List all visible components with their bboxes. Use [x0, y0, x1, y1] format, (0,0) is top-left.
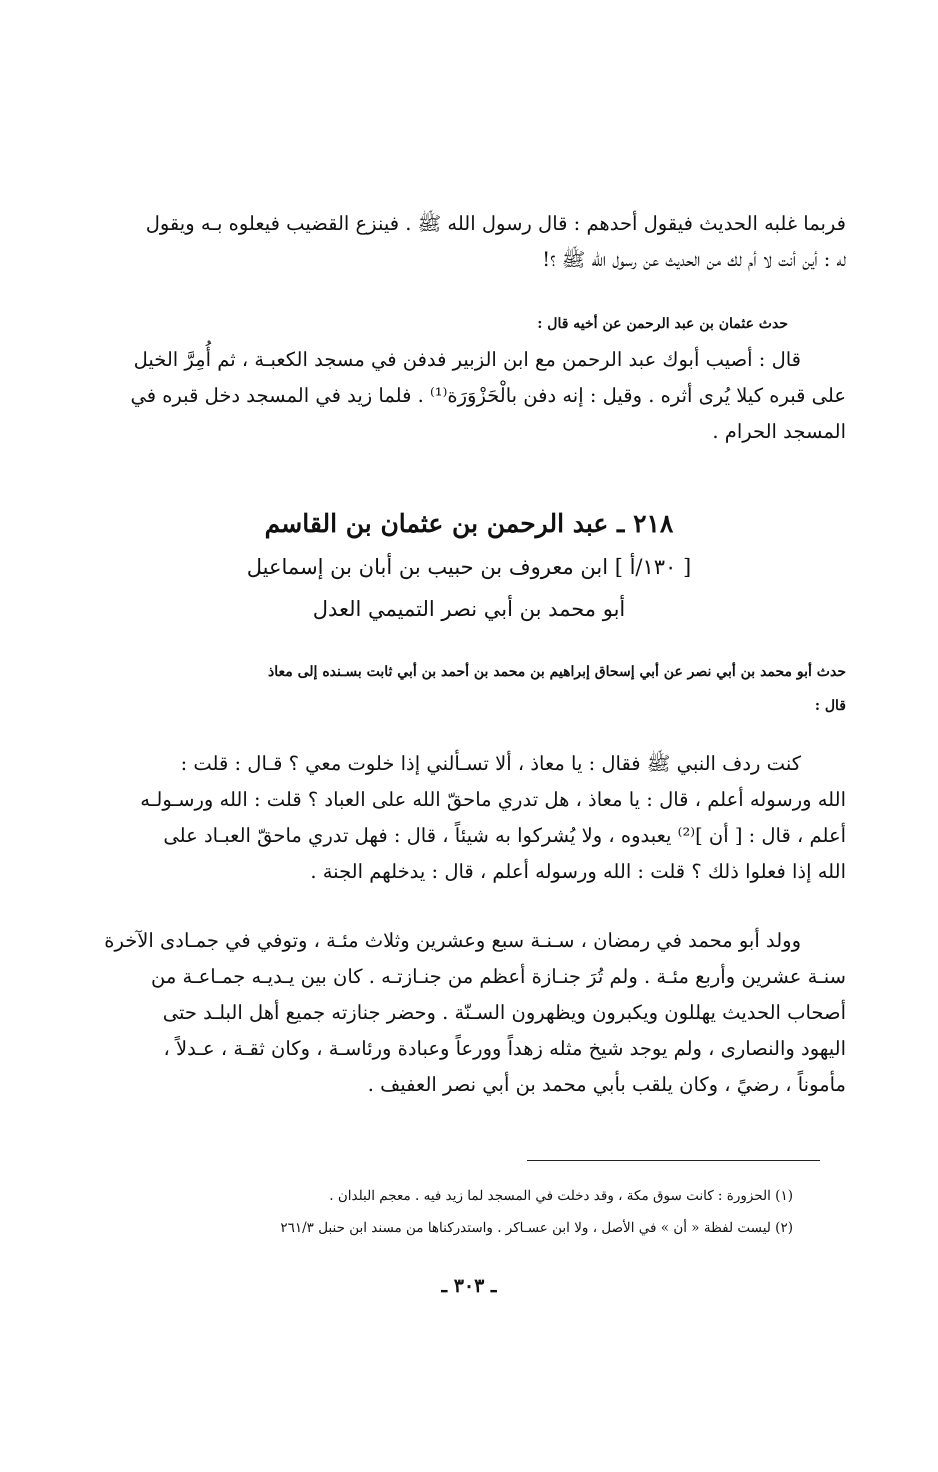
paragraph-4-line: سنـة عشرين وأربع مئـة . ولم تُرَ جنـازة أعظم من جنـازتـه . كان بين يـديـه جمـاعـة من — [151, 965, 846, 988]
entry-heading — [0, 502, 938, 630]
paragraph-2-line: قال : أصيب أبوك عبد الرحمن مع ابن الزبير فدفن في مسجد الكعبـة ، ثم أُمِرَّ الخيل — [133, 348, 801, 371]
paragraph-3 — [86, 746, 846, 890]
paragraph-3-line: أعلم ، قال : [ أن ]⁽²⁾ يعبدوه ، ولا يُشركوا به شيئاً ، قال : فهل تدري ماحقّ العبـاد على — [163, 824, 846, 847]
paragraph-4-line: وولد أبو محمد في رمضان ، سـنـة سبع وعشرين وثلاث مئـة ، وتوفي في جمـادى الآخرة — [104, 929, 801, 952]
paragraph-4-line: اليهود والنصارى ، ولم يوجد شيخ مثله زهداً وورعاً وعبادة ورئاسـة ، وكان ثقـة ، عـدلاً ، — [163, 1037, 846, 1060]
isnad-line-1: حدث عثمان بن عبد الرحمن عن أخيه قال : — [537, 316, 788, 332]
paragraph-2-line: على قبره كيلا يُرى أثره . وقيل : إنه دفن بالْحَزْوَرَة⁽¹⁾ . فلما زيد في المسجد دخل قبره في — [130, 384, 846, 407]
paragraph-3-line: الله ورسوله أعلم ، قال : يا معاذ ، هل تدري ماحقّ الله على العباد ؟ قلت : الله ورسـولـه — [140, 788, 846, 811]
paragraph-1-line: له : أين أنت لا أم لك من الحديث عن رسول الله ﷺ ؟! — [542, 248, 846, 271]
isnad-line: قال : — [814, 698, 846, 714]
isnad-line-2 — [86, 655, 846, 723]
footnote-1: (١) الحزورة : كانت سوق مكة ، وقد دخلت في المسجد لما زيد فيه . معجم البلدان . — [329, 1188, 793, 1204]
entry-title: ٢١٨ ـ عبد الرحمن بن عثمان بن القاسم — [264, 509, 674, 538]
paragraph-1-line: فربما غلبه الحديث فيقول أحدهم : قال رسول الله ﷺ . فينزع القضيب فيعلوه بـه ويقول — [145, 212, 846, 235]
entry-subtitle-lineage: [ ١٣٠/أ ] ابن معروف بن حبيب بن أبان بن إسماعيل — [246, 555, 692, 579]
paragraph-2 — [86, 342, 846, 450]
footnote-2: (٢) ليست لفظة « أن » في الأصل ، ولا ابن عسـاكر . واستدركناها من مسند ابن حنبل ٢٦١/٣ — [280, 1220, 793, 1236]
paragraph-2-line: المسجد الحرام . — [712, 420, 846, 443]
entry-subtitle-kunya: أبو محمد بن أبي نصر التميمي العدل — [312, 597, 626, 621]
isnad-line: حدث أبو محمد بن أبي نصر عن أبي إسحاق إبراهيم بن محمد بن أحمد بن أبي ثابت بسـنده إلى معاذ — [268, 664, 846, 680]
paragraph-4-line: مأموناً ، رضيً ، وكان يلقب بأبي محمد بن أبي نصر العفيف . — [367, 1073, 846, 1096]
footnotes — [93, 1180, 793, 1244]
footnote-separator — [527, 1160, 820, 1161]
paragraph-4-line: أصحاب الحديث يهللون ويكبرون ويظهرون السـنّة . وحضر جنازته جميع أهل البلـد حتى — [162, 1001, 846, 1024]
paragraph-1 — [86, 206, 846, 278]
paragraph-3-line: كنت ردف النبي ﷺ فقال : يا معاذ ، ألا تسـألني إذا خلوت معي ؟ قـال : قلت : — [180, 752, 801, 775]
page-number: ـ ٣٠٣ ـ — [441, 1275, 497, 1297]
paragraph-3-line: الله إذا فعلوا ذلك ؟ قلت : الله ورسوله أعلم ، قال : يدخلهم الجنة . — [310, 860, 846, 883]
paragraph-4 — [86, 923, 846, 1103]
